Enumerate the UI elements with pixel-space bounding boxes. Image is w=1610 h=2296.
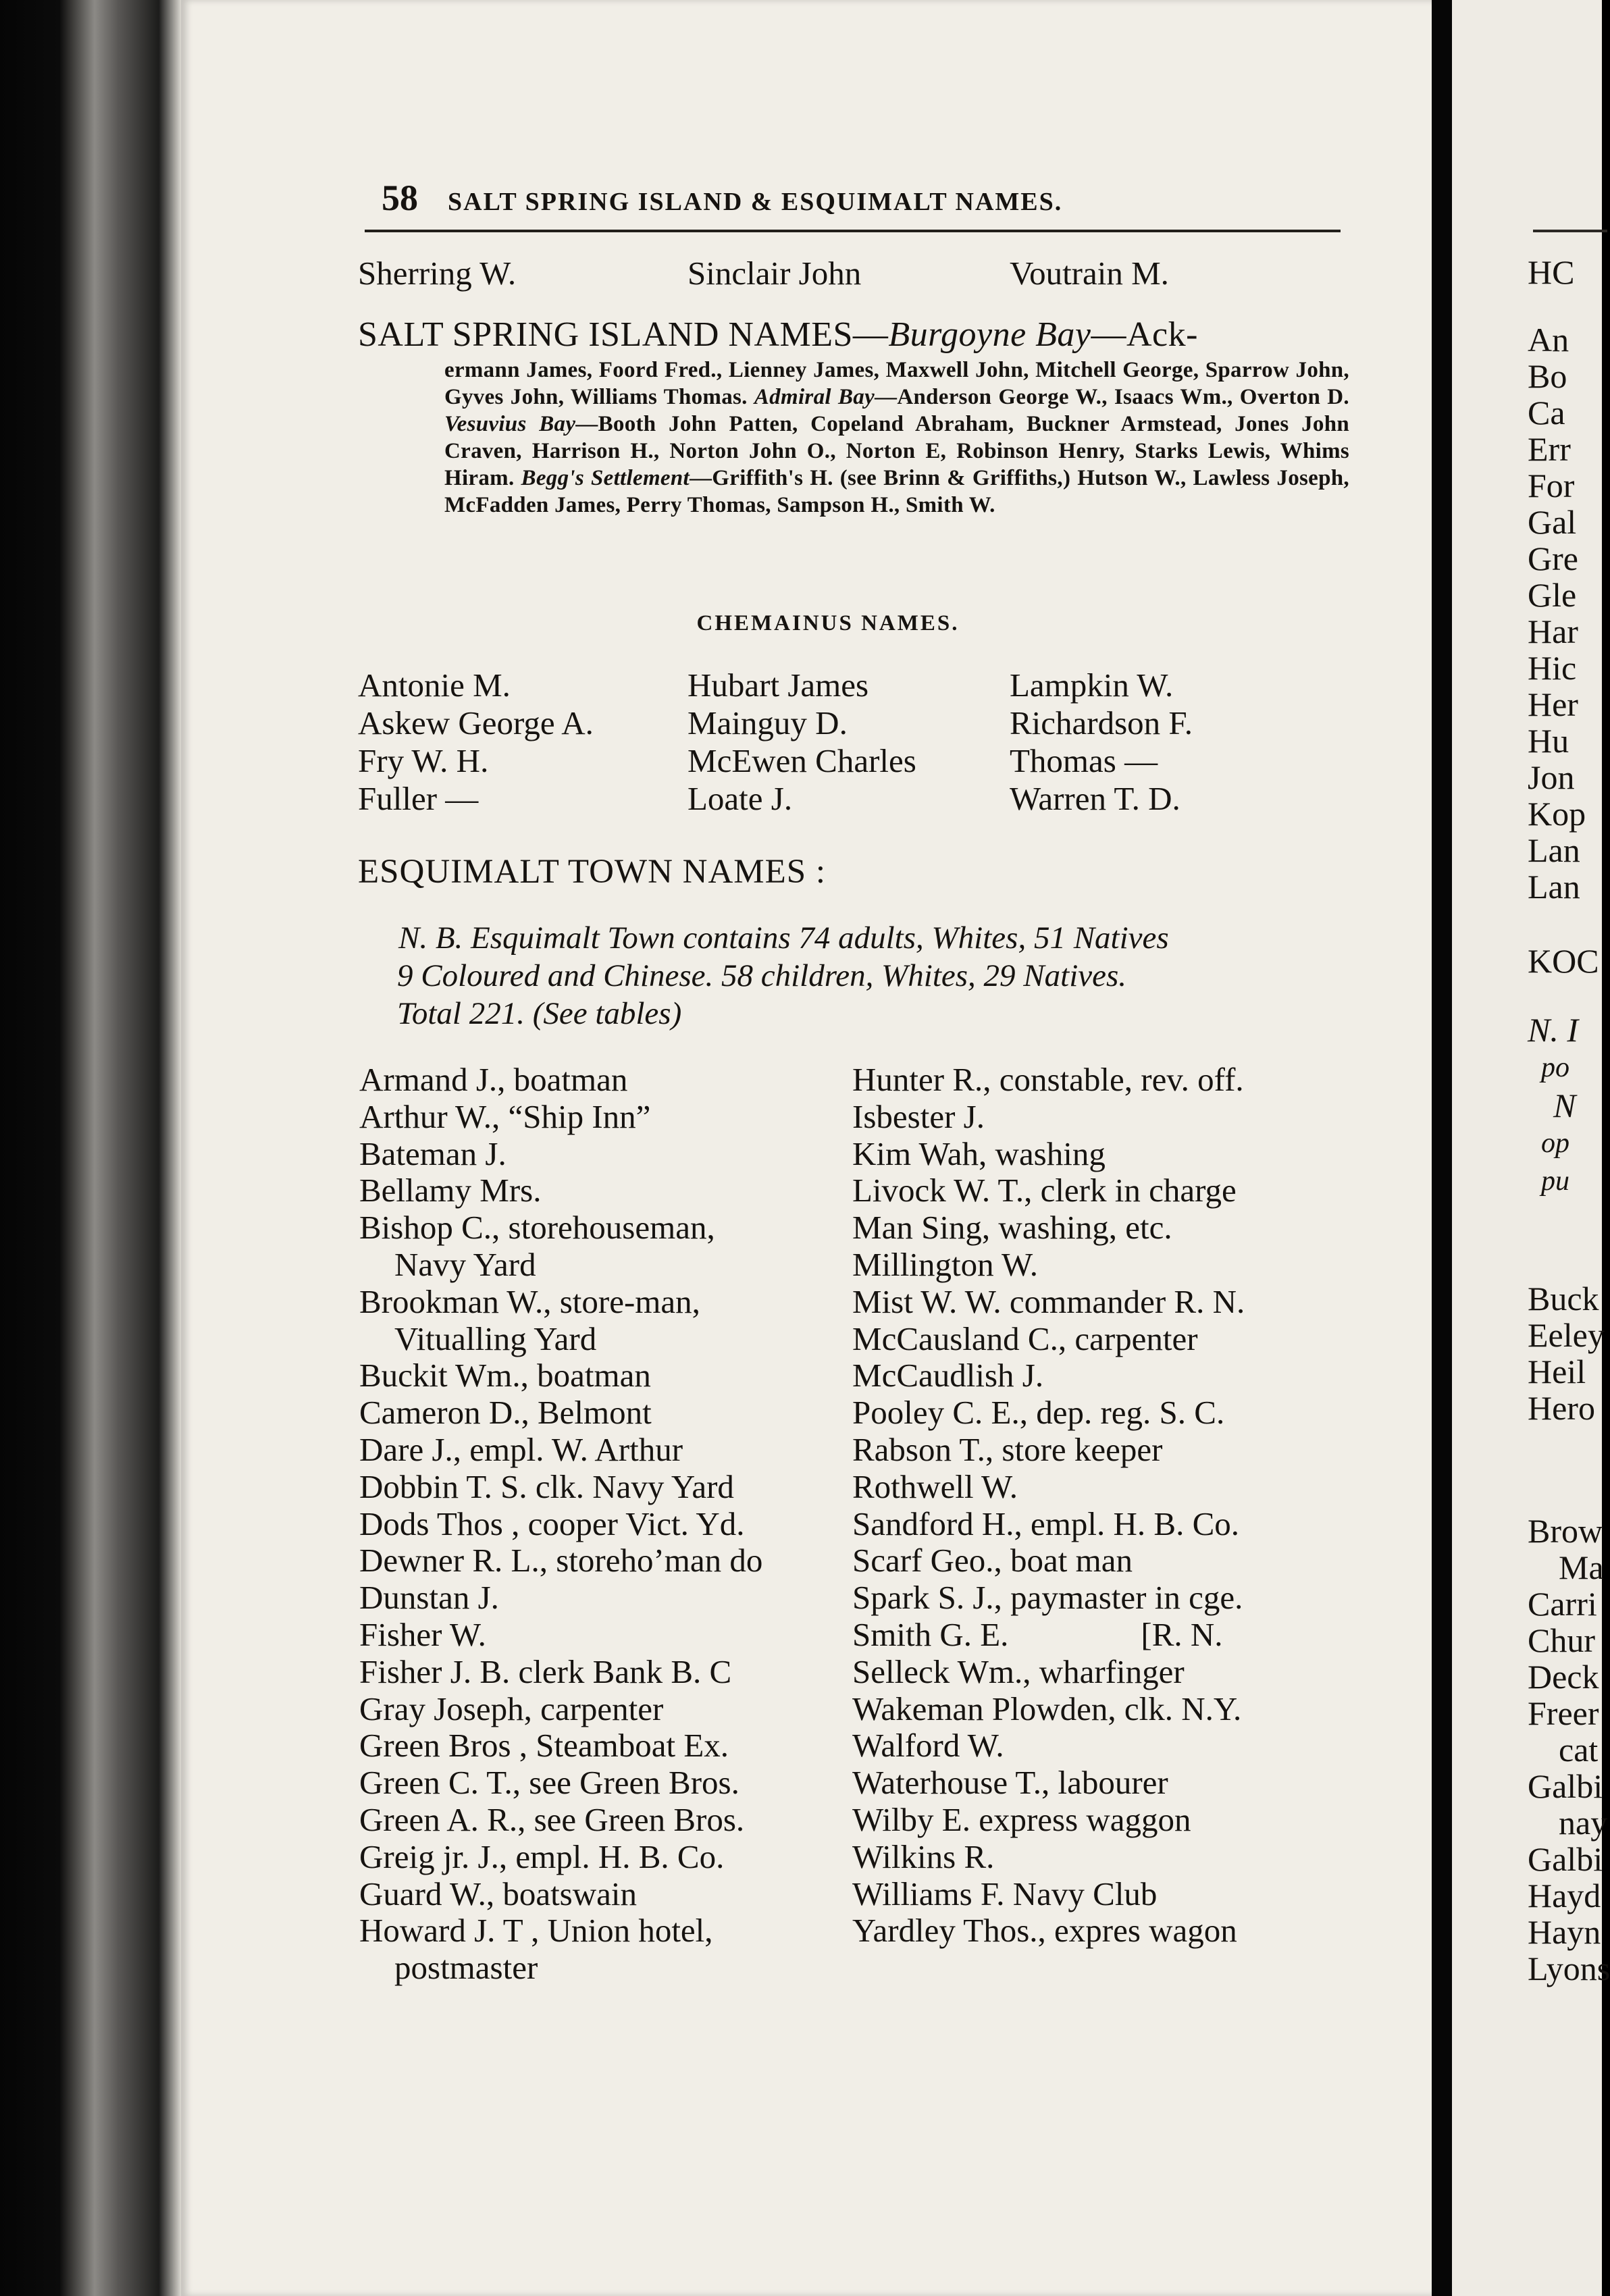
directory-entry: Green Bros , Steamboat Ex. [359,1727,729,1765]
heading-continuation: —Ack- [1091,315,1198,354]
facing-text-fragment: Eeley [1528,1316,1605,1354]
directory-entry: Dewner R. L., storeho’man do [359,1542,763,1580]
names-text: ermann James, Foord Fred., Lienney James, Maxwell John, Mitchell George, Sparrow John, Gyves John, Williams Thomas. [444,358,1349,409]
directory-entry: Dare J., empl. W. Arthur [359,1430,683,1468]
facing-text-fragment: Ma [1559,1548,1604,1586]
directory-entry: Bishop C., storehouseman, [359,1209,715,1247]
directory-entry: Armand J., boatman [359,1061,628,1098]
facing-text-fragment: Freer [1528,1694,1599,1732]
name-entry: Sherring W. [358,255,517,292]
name-entry: Warren T. D. [1010,780,1180,817]
directory-entry: Arthur W., “Ship Inn” [359,1097,651,1135]
directory-entry: Isbester J. [852,1097,985,1135]
facing-text-fragment: Galbi [1528,1767,1603,1805]
nota-bene-line: N. B. Esquimalt Town contains 74 adults, Whites, 51 Natives [398,920,1169,956]
directory-entry: Buckit Wm., boatman [359,1357,651,1394]
name-entry: Antonie M. [358,667,511,704]
directory-entry: Wilkins R. [852,1837,995,1875]
directory-entry: Mist W. W. commander R. N. [852,1282,1245,1320]
facing-text-fragment: An [1528,321,1569,359]
directory-entry: Guard W., boatswain [359,1875,637,1912]
nota-bene-line: 9 Coloured and Chinese. 58 children, Whites, 29 Natives. [397,958,1127,993]
directory-entry: Fisher J. B. clerk Bank B. C [359,1652,732,1690]
facing-text-fragment: KOC [1528,942,1599,980]
name-entry: McEwen Charles [687,742,916,779]
facing-text-fragment: Kop [1528,795,1586,833]
directory-entry: Green C. T., see Green Bros. [359,1764,739,1802]
facing-text-fragment: Hic [1528,649,1577,687]
facing-text-fragment: Ca [1528,394,1565,432]
name-entry: Richardson F. [1010,704,1193,741]
directory-entry: Williams F. Navy Club [852,1875,1158,1912]
directory-entry: Bateman J. [359,1134,507,1172]
facing-text-fragment: Hayn [1528,1913,1601,1951]
directory-entry: Brookman W., store-man, [359,1282,700,1320]
facing-text-fragment: Buck [1528,1280,1599,1317]
name-entry: Askew George A. [358,704,594,741]
directory-entry: Scarf Geo., boat man [852,1542,1133,1580]
directory-entry: Sandford H., empl. H. B. Co. [852,1505,1239,1542]
name-entry: Mainguy D. [687,704,848,741]
facing-text-fragment: HC [1528,253,1575,291]
directory-entry: Greig jr. J., empl. H. B. Co. [359,1837,725,1875]
facing-text-fragment: cat [1559,1731,1599,1769]
facing-text-fragment: Hayd [1528,1877,1601,1914]
directory-entry: Wilby E. express waggon [852,1800,1191,1838]
name-entry: Fuller — [358,780,479,817]
facing-text-fragment: Har [1528,612,1578,650]
directory-entry: Rabson T., store keeper [852,1430,1163,1468]
header-rule [365,230,1341,232]
directory-entry: Walford W. [852,1727,1004,1765]
facing-text-fragment: Jon [1528,758,1575,796]
facing-text-fragment: Gal [1528,503,1577,541]
facing-text-fragment: Galbi [1528,1840,1603,1878]
facing-text-fragment: Hu [1528,722,1569,760]
directory-entry-continuation: Navy Yard [394,1245,536,1283]
directory-entry: Howard J. T , Union hotel, [359,1912,713,1950]
salt-spring-paragraph [444,357,1349,519]
directory-entry: McCaudlish J. [852,1357,1044,1394]
facing-text-fragment: Carri [1528,1585,1597,1623]
facing-text-fragment: For [1528,467,1575,504]
facing-text-fragment: Gre [1528,540,1578,577]
directory-entry-continuation: postmaster [394,1949,538,1987]
facing-text-fragment: Brow [1528,1512,1603,1550]
directory-entry: Yardley Thos., expres wagon [852,1912,1237,1950]
name-entry: Sinclair John [687,255,862,292]
facing-text-fragment: Deck [1528,1658,1599,1696]
page-number: 58 [382,178,418,218]
facing-text-fragment: Her [1528,685,1578,723]
chemainus-heading: CHEMAINUS NAMES. [696,611,960,635]
place-name: Vesuvius Bay [444,412,576,436]
facing-text-fragment: Bo [1528,357,1567,395]
directory-entry: McCausland C., carpenter [852,1320,1198,1357]
name-entry: Loate J. [687,780,793,817]
directory-entry: Spark S. J., paymaster in cge. [852,1579,1243,1617]
directory-entry: Millington W. [852,1245,1039,1283]
directory-entry: Green A. R., see Green Bros. [359,1800,745,1838]
names-text: —Griffith's H. (see Brinn & Griffiths,) Hutson W., Lawless Joseph, McFadden James, Perry Thomas, Sampson H., Smith W. [444,466,1349,517]
directory-entry: Bellamy Mrs. [359,1172,542,1209]
directory-entry: Dods Thos , cooper Vict. Yd. [359,1505,745,1542]
directory-entry: Smith G. E. [R. N. [852,1615,1223,1653]
facing-text-fragment: Chur [1528,1621,1595,1659]
esquimalt-names-right-column [852,1062,1245,1950]
facing-text-fragment: nay [1559,1804,1608,1842]
running-header [382,177,1062,219]
directory-entry: Man Sing, washing, etc. [852,1209,1172,1247]
names-text: —Booth John Patten, Copeland Abraham, Buckner Armstead, Jones John Craven, Harrison H., Norton John O., Norton E, Robinson Henry, Starks Lewis, Whims Hiram. [444,412,1349,490]
running-head: SALT SPRING ISLAND & ESQUIMALT NAMES. [448,188,1063,216]
directory-entry: Pooley C. E., dep. reg. S. C. [852,1394,1225,1432]
directory-entry: Dobbin T. S. clk. Navy Yard [359,1467,734,1505]
directory-entry: Livock W. T., clerk in charge [852,1172,1237,1209]
place-name: Burgoyne Bay [888,315,1091,354]
facing-text-fragment: Lan [1528,831,1580,869]
name-entry: Thomas — [1010,742,1158,779]
directory-entry: Rothwell W. [852,1467,1018,1505]
directory-entry: Selleck Wm., wharfinger [852,1652,1185,1690]
facing-text-fragment: N. I [1528,1011,1578,1049]
facing-page-fragment [1452,0,1610,2296]
directory-entry: Gray Joseph, carpenter [359,1690,664,1727]
facing-text-fragment: Heil [1528,1353,1586,1390]
facing-text-fragment: po [1541,1052,1569,1083]
esquimalt-heading: ESQUIMALT TOWN NAMES : [358,853,827,891]
facing-text-fragment: op [1541,1128,1569,1159]
name-entry: Voutrain M. [1010,255,1169,292]
directory-entry-continuation: Vitualling Yard [394,1320,597,1357]
directory-entry: Dunstan J. [359,1579,499,1617]
facing-header-rule [1533,230,1607,232]
directory-entry: Kim Wah, washing [852,1134,1106,1172]
names-text: —Anderson George W., Isaacs Wm., Overton D. [875,385,1349,409]
facing-text-fragment: pu [1541,1166,1569,1197]
place-name: Begg's Settlement [521,466,690,490]
facing-text-fragment: Gle [1528,576,1577,614]
facing-text-fragment: Lan [1528,868,1580,906]
facing-text-fragment: Lyons [1528,1950,1610,1987]
directory-entry: Fisher W. [359,1615,486,1653]
salt-spring-heading [358,315,1198,355]
nota-bene-line: Total 221. (See tables) [397,996,682,1031]
section-title: SALT SPRING ISLAND NAMES— [358,315,889,354]
name-entry: Hubart James [687,667,869,704]
directory-entry: Cameron D., Belmont [359,1394,652,1432]
facing-text-fragment: N [1553,1087,1576,1124]
directory-entry: Waterhouse T., labourer [852,1764,1168,1802]
name-entry: Fry W. H. [358,742,489,779]
facing-text-fragment: Err [1528,430,1571,468]
name-entry: Lampkin W. [1010,667,1174,704]
directory-entry: Hunter R., constable, rev. off. [852,1061,1244,1098]
book-gutter [1432,0,1452,2296]
book-edge [0,0,182,2296]
place-name: Admiral Bay [754,385,875,409]
esquimalt-names-left-column [359,1062,762,1987]
facing-text-fragment: Hero [1528,1389,1595,1427]
directory-entry: Wakeman Plowden, clk. N.Y. [852,1690,1242,1727]
